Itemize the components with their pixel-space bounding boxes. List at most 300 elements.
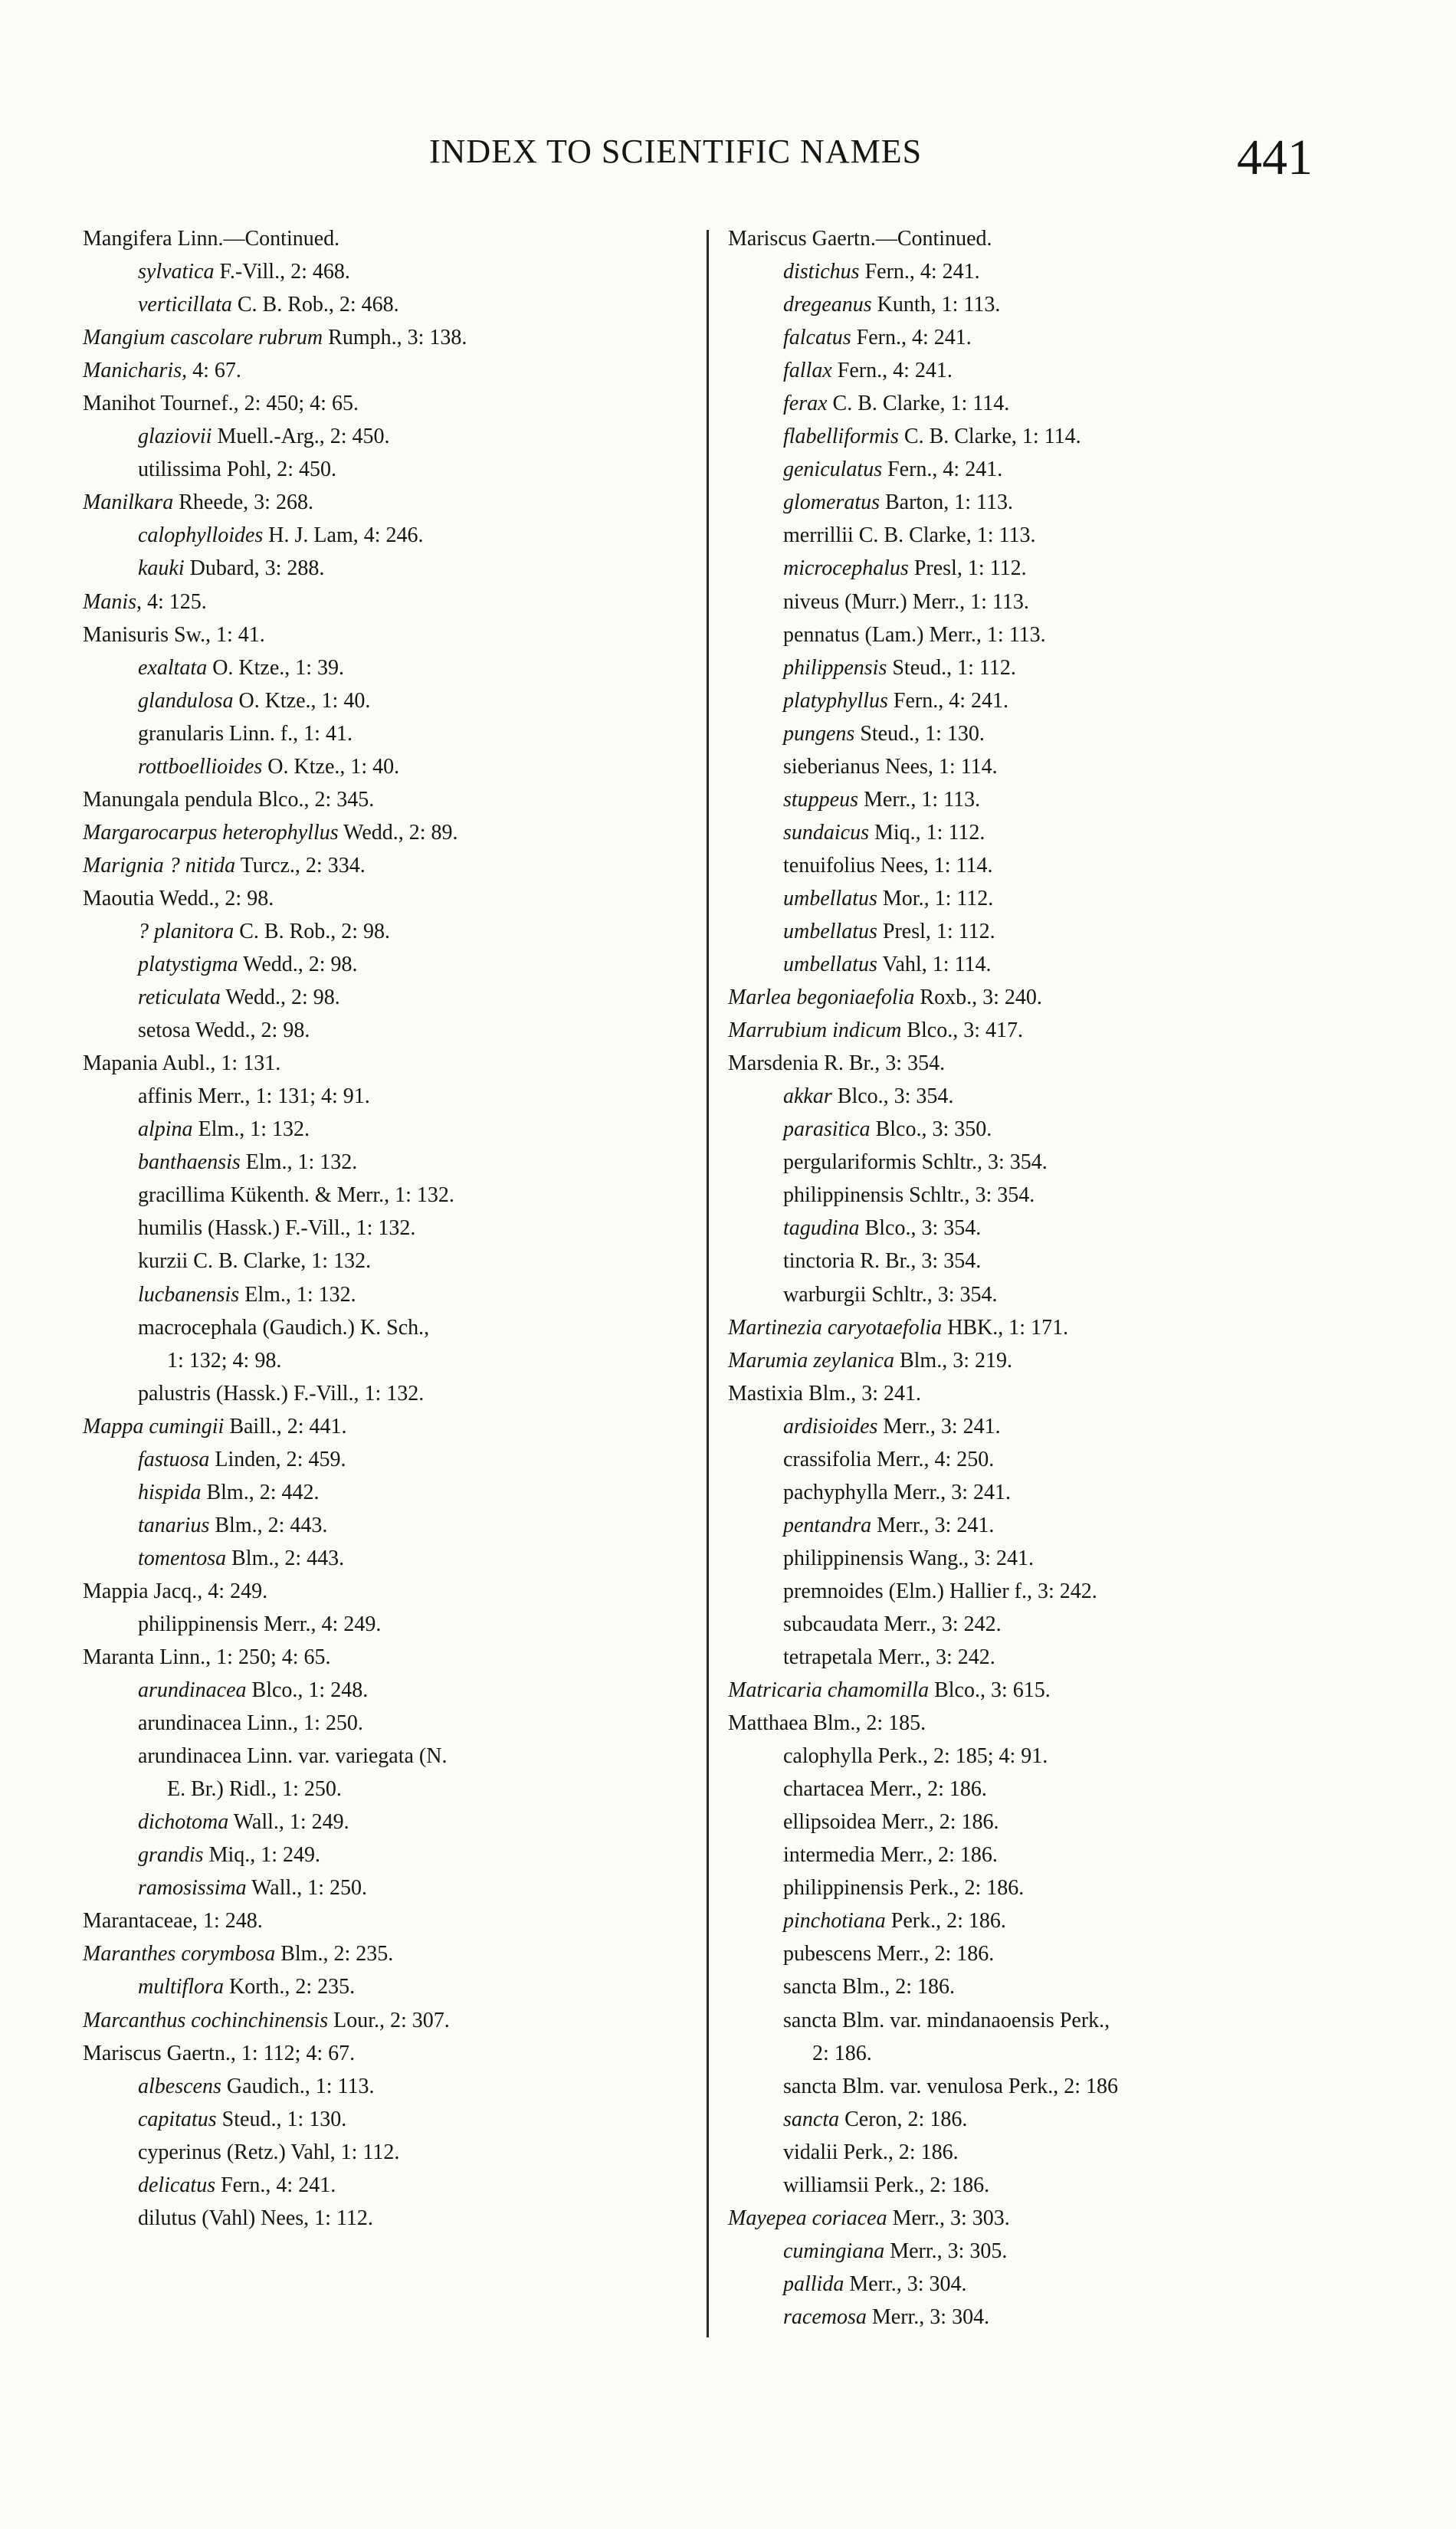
index-entry-italic-name: geniculatus [783, 458, 883, 482]
index-entry-text: granularis Linn. f., 1: 41. [138, 721, 353, 746]
index-entry [728, 2037, 1341, 2070]
index-entry-italic-name: delicatus [138, 2173, 216, 2197]
index-entry [728, 1937, 1341, 1970]
index-entry [83, 618, 688, 651]
index-entry-text: pergulariformis Schltr., 3: 354. [783, 1150, 1048, 1175]
index-entry [83, 321, 688, 354]
index-entry-italic-name: fallax [783, 359, 832, 383]
index-entry-italic-name: umbellatus [783, 953, 877, 977]
index-entry [728, 2004, 1341, 2037]
index-entry-italic-name: lucbanensis [138, 1282, 240, 1307]
index-entry-text: Blco., 3: 354. [831, 1084, 954, 1109]
index-entry-text: dilutus (Vahl) Nees, 1: 112. [138, 2206, 373, 2230]
index-entry-text: Fern., 4: 241. [882, 458, 1003, 482]
index-entry [83, 1311, 688, 1344]
index-entry [728, 2136, 1341, 2169]
index-entry [83, 1575, 688, 1608]
index-entry [728, 1970, 1341, 2003]
index-entry-text: philippinensis Wang., 3: 241. [783, 1546, 1035, 1570]
index-entry-italic-name: ferax [783, 392, 828, 416]
index-entry [728, 1476, 1341, 1509]
index-entry [83, 717, 688, 750]
index-entry [728, 1080, 1341, 1113]
index-entry-text: Steud., 1: 130. [216, 2107, 347, 2131]
index-entry [728, 1278, 1341, 1311]
index-entry-text: Linden, 2: 459. [209, 1447, 346, 1471]
index-entry [728, 586, 1341, 618]
index-entry-text: Korth., 2: 235. [224, 1975, 356, 1999]
index-entry-italic-name: racemosa [783, 2304, 867, 2329]
index-entry [83, 1080, 688, 1113]
index-entry [728, 2301, 1341, 2334]
index-entry [83, 849, 688, 882]
index-entry-italic-name: verticillata [138, 293, 232, 317]
index-entry [83, 684, 688, 717]
index-entry-text: Gaudich., 1: 113. [221, 2074, 375, 2098]
index-entry-text: tinctoria R. Br., 3: 354. [783, 1249, 982, 1274]
index-entry [728, 684, 1341, 717]
index-entry-text: philippinensis Merr., 4: 249. [138, 1612, 382, 1636]
index-entry-text: subcaudata Merr., 3: 242. [783, 1612, 1002, 1636]
index-entry [728, 1542, 1341, 1575]
index-entry-text: Muell.-Arg., 2: 450. [212, 425, 390, 449]
page-number: 441 [1237, 130, 1313, 185]
index-entry [728, 651, 1341, 684]
index-entry [83, 1839, 688, 1871]
index-entry [728, 816, 1341, 849]
index-entry-text: Mariscus Gaertn., 1: 112; 4: 67. [83, 2041, 356, 2065]
index-entry-text: Mor., 1: 112. [877, 886, 994, 910]
index-entry [83, 288, 688, 321]
index-entry-text: Merr., 3: 241. [877, 1414, 1001, 1438]
index-entry-italic-name: banthaensis [138, 1150, 241, 1175]
index-entry-text: Perk., 2: 186. [885, 1909, 1006, 1934]
index-entry [728, 2070, 1341, 2103]
index-entry-text: sancta Blm. var. venulosa Perk., 2: 186 [783, 2074, 1119, 2098]
index-entry-italic-name: Margarocarpus heterophyllus [83, 820, 339, 845]
index-entry-text: 2: 186. [812, 2041, 872, 2065]
index-entry [728, 1047, 1341, 1080]
index-entry [728, 1311, 1341, 1344]
index-entry [728, 288, 1341, 321]
index-entry [728, 849, 1341, 882]
index-entry [728, 2235, 1341, 2268]
index-entry-text: HBK., 1: 171. [942, 1315, 1069, 1340]
index-entry-italic-name: hispida [138, 1480, 202, 1504]
index-entry-text: Merr., 3: 304. [866, 2304, 990, 2329]
index-entry [728, 1871, 1341, 1904]
index-entry [83, 1410, 688, 1443]
index-entry [83, 1740, 688, 1773]
index-entry-italic-name: pentandra [783, 1513, 872, 1537]
index-entry [83, 1707, 688, 1740]
index-entry [83, 915, 688, 948]
index-entry-text: C. B. Clarke, 1: 114. [827, 392, 1010, 416]
index-entry [728, 1839, 1341, 1871]
index-entry-text: C. B. Clarke, 1: 114. [898, 425, 1081, 449]
index-entry [83, 1542, 688, 1575]
index-entry-text: sieberianus Nees, 1: 114. [783, 754, 998, 779]
index-entry-italic-name: glaziovii [138, 425, 212, 449]
index-entry-text: Merr., 3: 304. [844, 2272, 967, 2296]
index-entry-text: Manungala pendula Blco., 2: 345. [83, 787, 375, 812]
index-entry-text: Merr., 3: 305. [884, 2239, 1008, 2263]
index-entry-text: Mangifera Linn.—Continued. [83, 227, 340, 251]
index-entry-text: Wedd., 2: 98. [220, 986, 340, 1010]
index-entry-italic-name: platyphyllus [783, 688, 888, 713]
index-entry [83, 816, 688, 849]
running-head: INDEX TO SCIENTIFIC NAMES [429, 133, 923, 170]
index-entry [83, 1773, 688, 1806]
index-entry-italic-name: pinchotiana [783, 1909, 886, 1934]
index-entry-text: Fern., 4: 241. [851, 326, 972, 350]
index-entry [728, 750, 1341, 783]
index-entry [728, 1443, 1341, 1476]
index-entry [728, 981, 1341, 1014]
index-entry-text: vidalii Perk., 2: 186. [783, 2140, 959, 2164]
index-entry-italic-name: Marcanthus cochinchinensis [83, 2008, 329, 2032]
index-entry [728, 255, 1341, 288]
index-entry-italic-name: dichotoma [138, 1810, 229, 1835]
index-entry-text: arundinacea Linn., 1: 250. [138, 1711, 363, 1736]
index-entry [83, 2070, 688, 2103]
index-entry [728, 321, 1341, 354]
column-divider [707, 230, 709, 2337]
index-entry [728, 1146, 1341, 1179]
index-entry [83, 882, 688, 915]
index-entry-text: Blm., 2: 443. [209, 1513, 328, 1537]
index-entry-text: arundinacea Linn. var. variegata (N. [138, 1744, 448, 1769]
index-entry-text: utilissima Pohl, 2: 450. [138, 458, 337, 482]
index-entry-italic-name: pungens [783, 721, 855, 746]
index-entry [83, 948, 688, 981]
index-entry [728, 519, 1341, 552]
index-entry-italic-name: glomeratus [783, 490, 880, 515]
index-entry-text: Elm., 1: 132. [239, 1282, 356, 1307]
index-entry-text: Maranta Linn., 1: 250; 4: 65. [83, 1645, 331, 1670]
index-entry-italic-name: reticulata [138, 986, 221, 1010]
index-entry-text: Blco., 3: 417. [901, 1018, 1023, 1043]
index-entry-italic-name: ramosissima [138, 1876, 247, 1901]
index-entry-text: H. J. Lam, 4: 246. [263, 523, 424, 548]
index-entry [728, 1773, 1341, 1806]
index-column-left [83, 222, 688, 2235]
index-entry-italic-name: albescens [138, 2074, 221, 2098]
index-entry [83, 1509, 688, 1542]
index-entry-text: Marsdenia R. Br., 3: 354. [728, 1051, 946, 1076]
index-entry [83, 1344, 688, 1377]
index-entry [83, 651, 688, 684]
index-entry-text: O. Ktze., 1: 40. [233, 688, 371, 713]
index-entry [728, 1641, 1341, 1674]
index-entry-text: gracillima Kükenth. & Merr., 1: 132. [138, 1183, 454, 1208]
index-entry-text: Wall., 1: 250. [246, 1876, 368, 1901]
index-entry [83, 1970, 688, 2003]
index-entry-text: Blm., 2: 442. [201, 1480, 320, 1504]
index-entry [83, 1377, 688, 1410]
index-entry [83, 1212, 688, 1245]
index-entry-text: Fern., 4: 241. [831, 359, 953, 383]
index-entry-text: 1: 132; 4: 98. [167, 1348, 282, 1373]
index-entry-text: Blm., 2: 235. [275, 1942, 394, 1966]
index-entry [83, 1443, 688, 1476]
index-entry-italic-name: stuppeus [783, 787, 858, 812]
index-entry-italic-name: Matricaria chamomilla [728, 1678, 930, 1703]
index-entry-text: Elm., 1: 132. [192, 1117, 310, 1142]
index-entry-text: Mappia Jacq., 4: 249. [83, 1579, 268, 1603]
index-entry-italic-name: akkar [783, 1084, 832, 1109]
index-entry [83, 1806, 688, 1839]
index-entry-italic-name: sancta [783, 2107, 840, 2131]
index-entry [83, 1245, 688, 1278]
index-entry-text: pachyphylla Merr., 3: 241. [783, 1480, 1012, 1504]
index-entry-text: Miq., 1: 249. [203, 1843, 321, 1868]
index-entry-text: Vahl, 1: 114. [877, 953, 992, 977]
index-entry-text: Mariscus Gaertn.—Continued. [728, 227, 992, 251]
index-entry-italic-name: pallida [783, 2272, 844, 2296]
index-entry [728, 1806, 1341, 1839]
index-entry-text: Blco., 1: 248. [246, 1678, 369, 1703]
index-entry-italic-name: exaltata [138, 655, 208, 680]
index-entry-text: 4: 67. [187, 359, 241, 383]
index-entry [728, 717, 1341, 750]
index-entry-text: Wedd., 2: 89. [338, 820, 458, 845]
index-entry-text: Merr., 3: 241. [871, 1513, 995, 1537]
index-entry [728, 1707, 1341, 1740]
index-entry-italic-name: Martinezia caryotaefolia [728, 1315, 943, 1340]
index-entry-text: C. B. Rob., 2: 468. [231, 293, 399, 317]
index-entry-italic-name: tagudina [783, 1216, 860, 1241]
index-entry-text: C. B. Rob., 2: 98. [234, 919, 391, 943]
index-entry [728, 2202, 1341, 2235]
index-entry-italic-name: Mappa cumingii [83, 1414, 225, 1438]
index-entry [728, 354, 1341, 387]
index-entry [83, 1014, 688, 1047]
index-entry-italic-name: Marignia ? nitida [83, 853, 236, 877]
index-entry [83, 2136, 688, 2169]
index-entry-text: sancta Blm., 2: 186. [783, 1975, 955, 1999]
index-entry-italic-name: umbellatus [783, 919, 877, 943]
index-entry-text: Mapania Aubl., 1: 131. [83, 1051, 281, 1076]
index-entry [83, 387, 688, 420]
index-entry-text: Turcz., 2: 334. [235, 853, 366, 877]
index-entry-text: Baill., 2: 441. [224, 1414, 347, 1438]
index-entry-italic-name: Manicharis, [83, 359, 188, 383]
index-entry-italic-name: flabelliformis [783, 425, 899, 449]
index-entry [728, 387, 1341, 420]
index-entry [83, 222, 688, 255]
index-entry [83, 2004, 688, 2037]
index-entry-text: Ceron, 2: 186. [839, 2107, 968, 2131]
index-entry [728, 2103, 1341, 2136]
index-entry-text: setosa Wedd., 2: 98. [138, 1018, 310, 1043]
index-entry [728, 222, 1341, 255]
index-entry-text: premnoides (Elm.) Hallier f., 3: 242. [783, 1579, 1097, 1603]
index-entry [728, 1575, 1341, 1608]
index-entry-italic-name: falcatus [783, 326, 851, 350]
index-entry-italic-name: Marumia zeylanica [728, 1348, 894, 1373]
index-entry [83, 783, 688, 816]
index-entry-text: F.-Vill., 2: 468. [214, 260, 350, 284]
index-entry-text: palustris (Hassk.) F.-Vill., 1: 132. [138, 1381, 425, 1406]
index-entry [83, 1476, 688, 1509]
index-entry-text: O. Ktze., 1: 39. [207, 655, 345, 680]
index-entry-text: philippinensis Schltr., 3: 354. [783, 1183, 1035, 1208]
index-entry-italic-name: Marrubium indicum [728, 1018, 902, 1043]
index-entry-text: macrocephala (Gaudich.) K. Sch., [138, 1315, 430, 1340]
index-entry [83, 1937, 688, 1970]
index-entry-italic-name: Manilkara [83, 490, 174, 515]
index-entry [83, 1641, 688, 1674]
index-entry-text: Blm., 3: 219. [894, 1348, 1012, 1373]
index-entry-text: chartacea Merr., 2: 186. [783, 1777, 987, 1802]
index-entry [728, 1014, 1341, 1047]
index-entry-italic-name: calophylloides [138, 523, 264, 548]
index-entry [83, 486, 688, 519]
index-entry [728, 1179, 1341, 1212]
index-entry-italic-name: microcephalus [783, 556, 909, 581]
index-entry-italic-name: grandis [138, 1843, 204, 1868]
index-entry-text: Manihot Tournef., 2: 450; 4: 65. [83, 392, 359, 416]
index-entry-text: humilis (Hassk.) F.-Vill., 1: 132. [138, 1216, 416, 1241]
index-entry [728, 420, 1341, 453]
index-entry-text: Wedd., 2: 98. [238, 953, 358, 977]
index-entry-italic-name: ardisioides [783, 1414, 878, 1438]
index-entry-text: Barton, 1: 113. [880, 490, 1013, 515]
index-entry [728, 948, 1341, 981]
index-entry-text: pubescens Merr., 2: 186. [783, 1942, 995, 1966]
index-entry-text: Wall., 1: 249. [228, 1810, 349, 1835]
index-entry-text: E. Br.) Ridl., 1: 250. [167, 1777, 342, 1802]
index-entry-text: Fern., 4: 241. [887, 688, 1008, 713]
index-entry [83, 1278, 688, 1311]
index-entry-text: Rumph., 3: 138. [323, 326, 467, 350]
index-entry-text: sancta Blm. var. mindanaoensis Perk., [783, 2008, 1110, 2032]
index-entry-italic-name: platystigma [138, 953, 238, 977]
index-entry [728, 486, 1341, 519]
index-entry-italic-name: multiflora [138, 1975, 225, 1999]
index-entry-text: O. Ktze., 1: 40. [262, 754, 400, 779]
index-entry-italic-name: distichus [783, 260, 860, 284]
index-entry-text: crassifolia Merr., 4: 250. [783, 1447, 995, 1471]
index-entry-text: Marantaceae, 1: 248. [83, 1909, 263, 1934]
index-entry-italic-name: fastuosa [138, 1447, 210, 1471]
index-entry-italic-name: parasitica [783, 1117, 871, 1142]
index-entry-text: warburgii Schltr., 3: 354. [783, 1282, 998, 1307]
index-entry [728, 1740, 1341, 1773]
index-entry [83, 1674, 688, 1707]
index-entry-text: Maoutia Wedd., 2: 98. [83, 886, 274, 910]
index-entry-text: Presl, 1: 112. [908, 556, 1027, 581]
index-entry-text: Kunth, 1: 113. [871, 293, 1001, 317]
index-entry-text: Blm., 2: 443. [226, 1546, 345, 1570]
index-entry-italic-name: Marlea begoniaefolia [728, 986, 915, 1010]
index-entry-text: Blco., 3: 350. [870, 1117, 992, 1142]
index-entry-text: merrillii C. B. Clarke, 1: 113. [783, 523, 1036, 548]
index-entry [83, 1113, 688, 1146]
index-entry-text: Blco., 3: 354. [859, 1216, 982, 1241]
index-entry-text: kurzii C. B. Clarke, 1: 132. [138, 1249, 372, 1274]
index-entry-text: 4: 125. [142, 589, 207, 614]
index-entry-italic-name: kauki [138, 556, 185, 581]
index-entry [728, 1113, 1341, 1146]
index-entry [83, 1179, 688, 1212]
index-entry [83, 750, 688, 783]
index-entry-text: Blco., 3: 615. [929, 1678, 1051, 1703]
index-entry [83, 1871, 688, 1904]
index-entry [728, 915, 1341, 948]
index-entry [728, 882, 1341, 915]
index-entry [83, 453, 688, 486]
index-entry [728, 618, 1341, 651]
index-entry-text: Presl, 1: 112. [877, 919, 995, 943]
index-entry-text: Manisuris Sw., 1: 41. [83, 622, 265, 647]
index-entry [83, 2037, 688, 2070]
index-entry [83, 519, 688, 552]
index-entry-text: intermedia Merr., 2: 186. [783, 1843, 998, 1868]
index-entry-text: Fern., 4: 241. [859, 260, 980, 284]
index-entry-italic-name: ? planitora [138, 919, 234, 943]
index-entry-text: calophylla Perk., 2: 185; 4: 91. [783, 1744, 1048, 1769]
index-entry-italic-name: Manis, [83, 589, 142, 614]
index-entry-text: tenuifolius Nees, 1: 114. [783, 853, 993, 877]
index-entry [83, 981, 688, 1014]
index-entry [83, 255, 688, 288]
index-entry-text: Rheede, 3: 268. [173, 490, 313, 515]
index-entry-text: affinis Merr., 1: 131; 4: 91. [138, 1084, 370, 1109]
index-entry-italic-name: capitatus [138, 2107, 217, 2131]
index-entry [728, 1608, 1341, 1641]
index-entry [728, 1904, 1341, 1937]
index-entry-text: Elm., 1: 132. [240, 1150, 358, 1175]
index-entry [728, 453, 1341, 486]
index-entry-text: williamsii Perk., 2: 186. [783, 2173, 990, 2197]
index-entry-italic-name: sundaicus [783, 820, 869, 845]
index-entry [83, 2103, 688, 2136]
index-entry [83, 552, 688, 585]
index-entry-text: Matthaea Blm., 2: 185. [728, 1711, 926, 1736]
index-entry [728, 1245, 1341, 1278]
index-entry [728, 783, 1341, 816]
index-entry-text: Miq., 1: 112. [869, 820, 985, 845]
index-entry-italic-name: Mayepea coriacea [728, 2206, 887, 2230]
index-entry-text: niveus (Murr.) Merr., 1: 113. [783, 589, 1029, 614]
index-entry-text: Roxb., 3: 240. [914, 986, 1042, 1010]
index-entry-italic-name: Mangium cascolare rubrum [83, 326, 323, 350]
index-entry-italic-name: sylvatica [138, 260, 215, 284]
index-entry-italic-name: arundinacea [138, 1678, 247, 1703]
index-entry [83, 1904, 688, 1937]
index-entry [728, 1410, 1341, 1443]
index-entry [728, 2268, 1341, 2301]
index-entry-italic-name: alpina [138, 1117, 193, 1142]
index-entry-text: Lour., 2: 307. [328, 2008, 450, 2032]
index-entry [83, 1047, 688, 1080]
index-entry [83, 2202, 688, 2235]
index-entry-text: Merr., 1: 113. [858, 787, 981, 812]
index-entry [83, 2169, 688, 2202]
index-entry-text: Fern., 4: 241. [215, 2173, 336, 2197]
index-entry [728, 2169, 1341, 2202]
index-entry-italic-name: Maranthes corymbosa [83, 1942, 276, 1966]
index-entry-text: pennatus (Lam.) Merr., 1: 113. [783, 622, 1046, 647]
index-entry-italic-name: tanarius [138, 1513, 210, 1537]
index-entry-text: Dubard, 3: 288. [184, 556, 325, 581]
index-entry-text: philippinensis Perk., 2: 186. [783, 1876, 1025, 1901]
index-entry [83, 1608, 688, 1641]
index-entry-text: tetrapetala Merr., 3: 242. [783, 1645, 995, 1670]
index-entry-italic-name: glandulosa [138, 688, 234, 713]
